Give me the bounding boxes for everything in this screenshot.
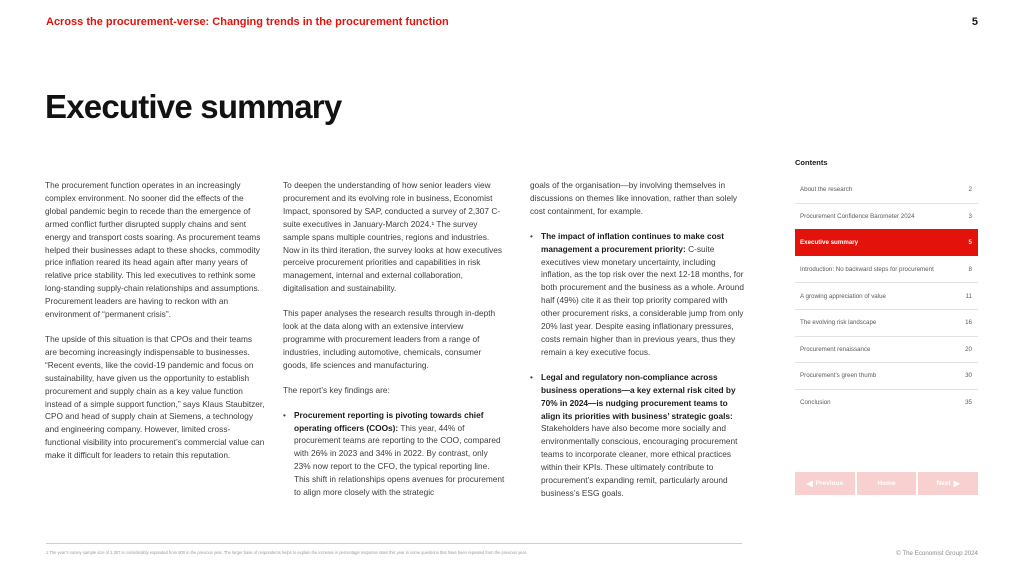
footnote-divider bbox=[46, 543, 742, 544]
key-finding-bullet bbox=[530, 230, 745, 359]
chevron-right-icon: ▶ bbox=[953, 479, 960, 488]
toc-item-label: Conclusion bbox=[800, 399, 831, 407]
toc-item-risk-landscape[interactable] bbox=[795, 309, 978, 336]
toc-item-confidence-barometer[interactable] bbox=[795, 203, 978, 230]
page-number: 5 bbox=[971, 16, 978, 28]
toc-item-label: Executive summary bbox=[800, 239, 859, 247]
toc-item-green-thumb[interactable] bbox=[795, 362, 978, 389]
key-finding-text: Stakeholders have also become more socially and environmentally conscious, encouraging procurement teams to incorporate cleaner, more ethical practices within their KPIs. These ultimately contribute to procurement’s expanding remit, particularly around business’s ESG goals. bbox=[541, 423, 738, 498]
toc-item-introduction[interactable] bbox=[795, 256, 978, 283]
home-button[interactable] bbox=[857, 472, 917, 495]
key-finding-heading: Legal and regulatory non-compliance across business operations—a key external risk cited by 70% in 2024—is nudging procurement teams to align its priorities with business’ strategic goals: bbox=[541, 371, 736, 421]
paragraph: To deepen the understanding of how senior leaders view procurement and its evolving role in business, Economist Impact, sponsored by SAP, conducted a survey of 2,307 C-suite executives in January-March 2024.¹ The survey sample spans multiple countries, regions and industries. Now in its third iteration, the survey looks at how executives perceive procurement priorities and capabilities in risk management, internal and external collaboration, digitalisation and sustainability. bbox=[283, 180, 503, 294]
toc-item-label: Introduction: No backward steps for procurement bbox=[800, 266, 934, 274]
copyright: © The Economist Group 2024 bbox=[896, 550, 978, 557]
home-label: Home bbox=[877, 480, 896, 487]
next-button[interactable] bbox=[918, 472, 978, 495]
toc-item-page: 2 bbox=[968, 186, 972, 194]
toc-item-page: 11 bbox=[965, 292, 972, 300]
paragraph: The upside of this situation is that CPOs and their teams are becoming increasingly indispensable to businesses. “Recent events, like the covid-19 pandemic and focus on sustainability, have given us the opportunity to establish procurement and supply chain as a key value function instead of a simple support function,” says Klaus Staubitzer, CPO and head of supply chain at Siemens, a technology and engineering company. However, limited cross-functional visibility into procurement’s commercial value can make it difficult for leaders to retain this reputation. bbox=[45, 333, 265, 461]
toc-item-label: The evolving risk landscape bbox=[800, 319, 877, 327]
toc-item-page: 20 bbox=[965, 345, 972, 353]
toc-item-page: 5 bbox=[968, 239, 972, 247]
key-finding-heading: Procurement reporting is pivoting towards chief operating officers (COOs): bbox=[294, 409, 484, 433]
body-column-2 bbox=[283, 179, 505, 511]
key-finding-heading: The impact of inflation continues to make cost management a procurement priority: bbox=[541, 230, 725, 254]
toc-item-label: About the research bbox=[800, 186, 853, 194]
key-finding-bullet bbox=[530, 371, 745, 500]
key-finding-text: C-suite executives view monetary uncertainty, including inflation, as the top risk over the next 12-18 months, for both procurement and the business as a whole. Around half (49%) cite it as their top priority compared with other procurement risks, a considerable jump from only 20% last year. Despite easing inflationary pressures, costs remain higher than in previous years, thus they remain a key executive focus. bbox=[541, 243, 744, 357]
toc-item-label: Procurement Confidence Barometer 2024 bbox=[800, 212, 915, 220]
toc-item-conclusion[interactable] bbox=[795, 389, 978, 416]
toc-item-page: 16 bbox=[965, 319, 972, 327]
previous-button[interactable] bbox=[795, 472, 855, 495]
next-label: Next bbox=[936, 480, 951, 487]
body-column-3 bbox=[530, 179, 745, 512]
body-column-1 bbox=[45, 179, 265, 474]
toc-item-label: Procurement’s green thumb bbox=[800, 372, 877, 380]
toc-item-appreciation-of-value[interactable] bbox=[795, 282, 978, 309]
footnote: 1 The year’s survey sample size of 2,307 is considerably expanded from 900 in the previous year. The larger base of respondents helps to explain the increase in percentage response rates this year in some questions that have been repeated from the previous year. bbox=[46, 550, 527, 555]
key-finding-text: This year, 44% of procurement teams are reporting to the COO, compared with 26% in 2023 and 34% in 2022. By contrast, only 23% now report to the CFO, the typical reporting line. This shift in relationships opens avenues for procurement to align more closely with the strategic bbox=[294, 422, 505, 498]
paragraph: The procurement function operates in an increasingly complex environment. No sooner did the effects of the global pandemic begin to recede than the emergence of armed conflict further disrupted supply chains and sent energy and transport costs soaring. As procurement teams helped their businesses adapt to these shocks, commodity price inflation reared its head again after many years of relative price stability. This led executives to rethink some long-standing supply-chain relationships and assumptions. Procurement leaders are having to reckon with an environment of “permanent crisis”. bbox=[45, 180, 261, 320]
page-navigation bbox=[795, 472, 978, 495]
paragraph: This paper analyses the research results through in-depth look at the data along with an extensive interview programme with procurement leaders from a range of industries, including automotive, chemicals, consumer goods, life sciences and manufacturing. bbox=[283, 308, 496, 370]
paragraph: goals of the organisation—by involving themselves in discussions on themes like innovation, rather than solely cost containment, for example. bbox=[530, 180, 738, 216]
running-header: Across the procurement-verse: Changing trends in the procurement function bbox=[46, 16, 449, 28]
chevron-left-icon: ◀ bbox=[806, 479, 813, 488]
toc-item-executive-summary[interactable] bbox=[795, 229, 978, 256]
toc-item-page: 30 bbox=[965, 372, 972, 380]
toc-item-label: A growing appreciation of value bbox=[800, 292, 886, 300]
paragraph: The report’s key findings are: bbox=[283, 384, 390, 395]
toc-item-page: 35 bbox=[965, 399, 972, 407]
contents-list bbox=[795, 176, 978, 415]
contents-title: Contents bbox=[795, 158, 828, 167]
toc-item-page: 8 bbox=[968, 266, 972, 274]
page-title: Executive summary bbox=[45, 88, 342, 125]
toc-item-procurement-renaissance[interactable] bbox=[795, 336, 978, 363]
key-finding-bullet bbox=[283, 409, 505, 499]
previous-label: Previous bbox=[815, 480, 844, 487]
toc-item-label: Procurement renaissance bbox=[800, 345, 871, 353]
toc-item-about-the-research[interactable] bbox=[795, 176, 978, 203]
toc-item-page: 3 bbox=[968, 212, 972, 220]
